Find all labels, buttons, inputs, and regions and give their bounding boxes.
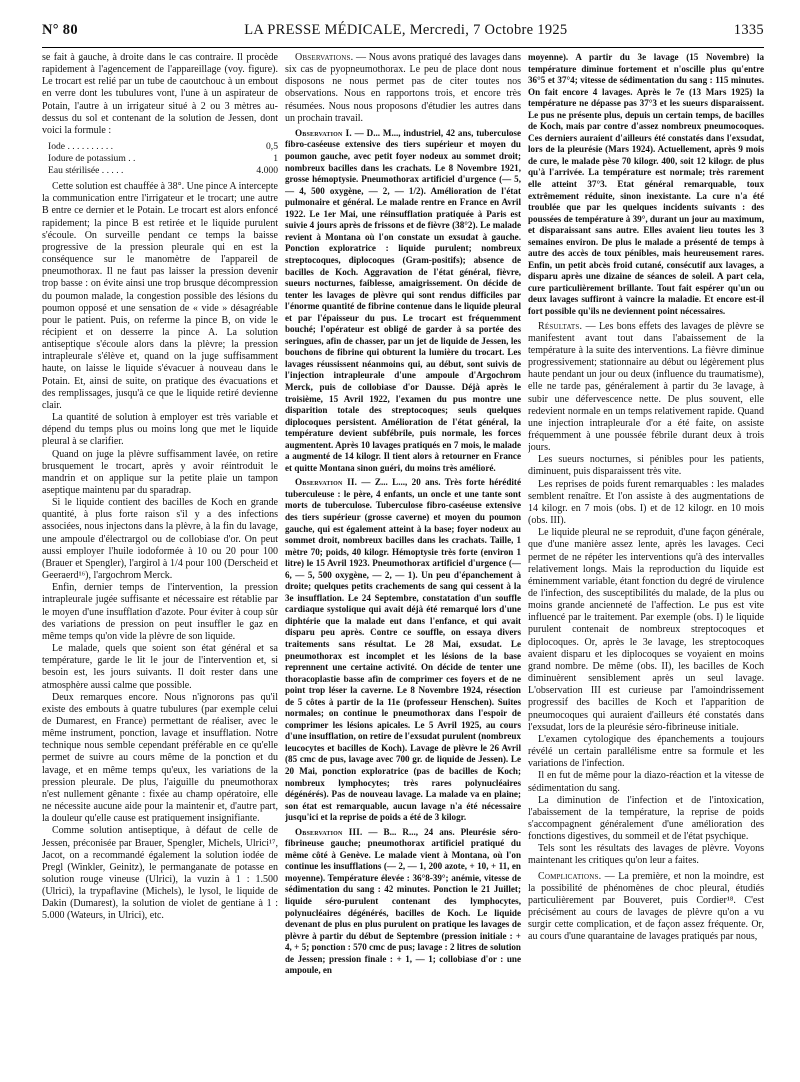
formula-ingredient: Iodure de potassium . . <box>48 153 136 165</box>
paragraph: Les reprises de poids furent remarquables : les malades semblent renaître. Et l'on assiste à des augmentations de 14 kilogr. en 7 mois (obs. I) et de 12 kilogr. en 10 mois (obs. III). <box>528 478 764 527</box>
observation-heading: Observation I. <box>295 127 352 138</box>
paragraph-text: — Nous avons pratiqué des lavages dans six cas de pyopneumothorax. Le peu de place dont nous disposons ne nous permet pas de citer toutes nos observations. Nous en rapportons trois, et encore très résumées. Nous nous proposons d'étudier les autres dans un prochain travail. <box>285 52 521 124</box>
paragraph: La diminution de l'infection et de l'intoxication, l'abaissement de la température, la reprise de poids s'accompagnent généralement d'une amélioration des fonctions digestives, du sommeil et de l'état psychique. <box>528 794 764 843</box>
formula-ingredient: Iode . . . . . . . . . . <box>48 141 114 153</box>
paragraph: Les sueurs nocturnes, si pénibles pour les patients, diminuent, puis disparaissent très vite. <box>528 454 764 478</box>
header-rule <box>42 47 764 48</box>
observation-text: — Z... L..., 20 ans. Très forte hérédité tuberculeuse : le père, 4 enfants, un oncle et une tante sont morts de tuberculose. Tuberculose fibro-caséeuse extensive des tiers supérieur (grosse caverne) et moyen du poumon gauche, qui est également atteint à la base; foyer nodeux au sommet droit, nombreux bacilles dans les crachats. Taille, 1 mètre 70; poids, 40 kilogr. Hémoptysie très forte (environ 1 litre) le 15 Avril 1923. Pneumothorax artificiel d'urgence (— 6, — 5, 500 oxygène, — 2, — 1). Un peu d'épanchement à droite; quelques petits crachements de sang qui cessent à la 3e insufflation. Le 24 Septembre, constatation d'un souffle cardiaque systolique qui avait déjà été remarqué lors d'une diphtérie que la malade eut dans l'enfance, et qui avait disparu peu après. Contre ce souffle, on essaya divers traitements sans résultat. Le 28 Mai, exsudat. Le pneumothorax est incomplet et les lésions de la base reprennent une certaine activité. On décide de tenter une thoracoplastie basse afin de comprimer ces foyers et de ne point trop léser la caverne. Le 8 Novembre 1924, résection de 5 côtes à partir de la 11e (professeur Henschen). Suites normales; on continue le pneumothorax dans l'espoir de comprimer les lésions apicales. Le 5 Avril 1925, au cours d'une insufflation, on retire de l'exsudat purulent (nombreux leucocytes et bacilles de Koch). Lavage de plèvre le 26 Avril (85 cmc de pus, lavage avec 700 gr. de liquide de Jessen). Le 20 Mai, ponction exploratrice (pas de bacilles de Koch; nombreux lymphocytes; très rares polynucléaires dégénérés). Pas de nouveau lavage. La malade va en plaine; son état est remarquable, aucun lavage n'a été nécessaire jusqu'ici et la reprise de poids a été de 3 kilogr. <box>285 477 521 823</box>
paragraph: Il en fut de même pour la diazo-réaction et la vitesse de sédimentation du sang. <box>528 770 764 794</box>
paragraph: Le liquide pleural ne se reproduit, d'une façon générale, que d'une manière assez lente, après les lavages. Ceci permet de ne répéter les interventions qu'à des intervalles relativement longs. Mais la reproduction du liquide est éminemment variable, étant fonction du degré de virulence de l'infection, des susceptibilités du malade, de la plus ou moins grande ancienneté de l'affection. Le pus est vite influencé par le traitement. Par exemple (obs. I) le liquide purulent contenait de nombreux streptocoques et diplocoques. Or, après le 3e lavage, les streptocoques avaient disparu et les diplocoques se voyaient en moins grand nombre. De même (obs. II), les bacilles de Koch diminuèrent sensiblement après un seul lavage. L'observation III est curieuse par l'amoindrissement progressif des bacilles de Koch et l'apparition de pneumocoques qui auraient d'ailleurs été constatés dans l'exsudat, lors de la pleurésie séro-fibrineuse initiale. <box>528 527 764 733</box>
journal-title: LA PRESSE MÉDICALE, Mercredi, 7 Octobre 1925 <box>244 22 568 38</box>
paragraph: Si le liquide contient des bacilles de Koch en grande quantité, à plus forte raison s'il y a des infections associées, nous injectons dans la plèvre, à la fin du lavage, une ampoule d'électrargol ou de collobiase d'or. On peut aussi employer l'huile iodoformée à 10 ou 20 pour 100 (Brauer et Spengler), l'argirol à 1/4 pour 100 (Derscheid et Geeraerd¹⁶), l'argochrom Merck. <box>42 497 278 582</box>
text-columns <box>42 52 764 1076</box>
observation-text: — D... M..., industriel, 42 ans, tuberculose fibro-caséeuse extensive des tiers supérieur et moyen du poumon gauche, avec petit foyer nodeux au sommet droit; nombreux bacilles dans les crachats. Le 8 Novembre 1921, grosse hémoptysie. Pneumothorax artificiel d'urgence (— 5, — 4, 500 oxygène, — 2, — 1/2). Amélioration de l'état pulmonaire et général. Le malade rentre en France en Avril 1922. Le 1er Mai, une réinsufflation pratiquée à Paris est suivie 4 jours après de frissons et de fièvre (38°2). Le malade revient à Montana où l'on constate un exsudat à gauche. Ponction exploratrice : liquide purulent; nombreux streptocoques, diplocoques (Gram-positifs); absence de bacilles de Koch. Aggravation de l'état général, fièvre, sueurs nocturnes, faiblesse, amaigrissement. On décide de tenter les lavages de plèvre qui sont rendus difficiles par l'énorme quantité de fibrine contenue dans le liquide pleural et par l'épaisseur du pus. Le trocart est fréquemment bouché; l'opérateur est obligé de garder à sa portée des seringues, afin de chasser, par un jet de liquide de Jessen, les bouchons de fibrine qui obturent la lumière du trocart. Les lavages réussissent néanmoins qui, au début, sont suivis de l'injection intrapleurale d'une ampoule d'Argochrom Merck, puis de collobiase d'or Dausse. Déjà après le troisième, 15 Avril 1922, l'examen du pus montre une disparition totale des streptocoques; seuls quelques diplocoques persistent. Amélioration de l'état général, la température devient subfébrile, puis normale, les forces augmentent. Après 10 lavages pratiqués en 7 mois, le malade a augmenté de 14 kilogr. Il tient alors à retourner en France et quitte Montana sinon guéri, du moins très amélioré. <box>285 127 521 473</box>
paragraph: Comme solution antiseptique, à défaut de celle de Jessen, préconisée par Brauer, Spengler, Michels, Ulrici¹⁷, Jacot, on a recommandé également la solution iodée de Pregl (Winkler, Geinitz), le permanganate de potasse en solution rouge vineuse (Ulrici), la vuzin à 1 : 1.500 (Ulrici), la trypaflavine (Michels), le lysol, le liquide de Dakin (Dumarest), la solution de violet de gentiane à 1 : 5.000 (Wateurs, in Ulrici), etc. <box>42 825 278 922</box>
observation-text: — B... R..., 24 ans. Pleurésie séro-fibrineuse gauche; pneumothorax artificiel pratiqué du même côté à Genève. Le malade vient à Montana, où l'on continue les insufflations (— 2, — 1, 200 azote, + 10, + 11, en moyenne). Température élevée : 36°8-39°; anémie, vitesse de sédimentation du sang : 42 minutes. Ponction le 21 Juillet; liquide séro-purulent contenant des lymphocytes, polynucléaires dégénérés, bacilles de Koch. Le liquide devenant de plus en plus purulent on pratique les lavages de plèvre à partir du début de Septembre (pression initiale : + 4, + 5; ponction : 570 cmc de pus; lavage : 2 litres de solution de Jessen; pression finale : + 1, — 1; collobiase d'or : une ampoule, en <box>285 826 521 976</box>
observation-3 <box>285 827 521 977</box>
page-header <box>42 22 764 44</box>
paragraph-text: — Les bons effets des lavages de plèvre se manifestent avant tout dans l'abaissement de la température à la suite des interventions. La fièvre diminue progressivement; stationnaire au début ou légèrement plus haute pendant un jour ou deux (influence du traumatisme), elle ne tarde pas, généralement à partir du 3e lavage, à subir une défervescence nette. De plus souvent, elle redevient normale en un temps relativement rapide. Quand une injection intrapleurale d'or a été faite, on assiste fréquemment à une poussée fébrile durant deux à trois jours. <box>528 320 764 454</box>
paragraph: Enfin, dernier temps de l'intervention, la pression intrapleurale jugée suffisante et nécessaire est rétablie par le moyen d'une insufflation d'azote. Pour éviter à coup sûr des variations de pression on peut insuffler le gaz en même temps qu'on vide la plèvre de son liquide. <box>42 582 278 642</box>
formula-ingredient: Eau stérilisée . . . . . <box>48 165 124 177</box>
paragraph: Cette solution est chauffée à 38°. Une pince A intercepte la communication entre l'irrigateur et le trocart; une autre B entre ce dernier et le Potain. Le trocart est alors enfoncé rapidement; la pince B est retirée et le liquide purulent s'écoule. On surveille pendant ce temps la baisse progressive de la pression pleurale qui en est la conséquence sur le manomètre de l'appareil de pneumothorax. Il ne faut pas laisser la pression devenir trop basse : on évite ainsi une trop brusque décompression du poumon malade, la congestion possible des lésions du poumon opposé et une sensation de « vide » désagréable pour le patient. Puis, on referme la pince B, on vide le récipient et on desserre la pince A. La solution antiseptique s'écoule alors dans la plèvre; la pression intrapleurale s'élève et, quand on la juge suffisamment haute, on laisse le liquide s'évacuer à nouveau dans le Potain. Et, ainsi de suite, on pratique des évacuations et des remplissages, jusqu'à ce que le liquide retiré devienne clair. <box>42 181 278 411</box>
issue-number: N° 80 <box>42 22 78 38</box>
observation-2 <box>285 477 521 823</box>
complications-paragraph <box>528 871 764 944</box>
paragraph: L'examen cytologique des épanchements a toujours révélé un certain parallélisme entre sa formule et les variations de l'infection. <box>528 733 764 770</box>
page-number: 1335 <box>733 22 764 38</box>
paragraph: La quantité de solution à employer est très variable et dépend du temps plus ou moins long que met le liquide pleural à se clarifier. <box>42 412 278 448</box>
observation-heading: Observation II. <box>295 477 358 488</box>
observation-3-continued: moyenne). A partir du 3e lavage (15 Novembre) la température diminue fortement et n'oscille plus qu'entre 36°5 et 37°4; vitesse de sédimentation du sang : 115 minutes. On fait encore 4 lavages. Après le 7e (13 Mars 1925) la température ne dépasse pas 37°3 et les sueurs disparaissent. Le pus ne présente plus, depuis un certain temps, de bacilles de Koch, mais par contre d'assez nombreux pneumocoques. Ces derniers auraient d'ailleurs été constatés dans l'exsudat, lors de la pleurésie (Mars 1924). Actuellement, après 9 mois de cure, le malade pèse 70 kilogr. 400, soit 12 kilogr. de plus qu'à l'arrivée. La température est normale; très rarement elle atteint 37°3. Etat général remarquable, toux extrêmement réduite, sinon inexistante. La cure n'a été troublée que par les quelques incidents suivants : des poussées de température à 39°, durant un jour au maximum, et disparaissant sans autre. Elles avaient lieu toutes les 3 semaines environ. De plus le malade a présenté de temps à autre des accès de toux pénibles, mais heureusement rares. Enfin, un petit abcès froid cutané, consécutif aux lavages, a disparu après une dizaine de séances de soleil. A part cela, cure particulièrement brillante. Tout fait espérer qu'un ou deux lavages suffiront à vaincre la maladie. Et encore est-il fort possible qu'ils ne deviennent point nécessaires. <box>528 52 764 317</box>
column-3 <box>528 52 764 1076</box>
paragraph: Le malade, quels que soient son état général et sa température, garde le lit le jour de l'intervention et, si besoin est, les jours suivants. Il doit rester dans une atmosphère aussi calme que possible. <box>42 643 278 691</box>
formula-quantity: 0,5 <box>266 141 278 153</box>
paragraph: Deux remarques encore. Nous n'ignorons pas qu'il existe des embouts à quatre tubulures (par exemple celui de Dumarest, en France) permettant de réaliser, avec le même instrument, ponction, lavage et insufflation. Notre technique nous semble cependant préférable en ce qu'elle permet de suivre au cours même de la ponction et du lavage, et en même temps qu'eux, les variations de la pression pleurale. De plus, l'aiguille du pneumothorax n'est nullement gênante : fixée au champ opératoire, elle ne nécessite aucune aide pour la maintenir et, d'autre part, la douleur qu'elle cause est pratiquement insignifiante. <box>42 691 278 825</box>
observations-intro <box>285 52 521 125</box>
paragraph: Tels sont les résultats des lavages de plèvre. Voyons maintenant les critiques qu'on leur a faites. <box>528 843 764 867</box>
jessen-formula <box>48 141 278 177</box>
formula-quantity: 4.000 <box>256 165 278 177</box>
section-heading: Observations. <box>295 52 354 63</box>
section-heading: Résultats. <box>538 320 583 332</box>
observation-heading: Observation III. <box>295 826 363 837</box>
paragraph: Quand on juge la plèvre suffisamment lavée, on retire brusquement le trocart, après y avoir réintroduit le mandrin et on applique sur la petite plaie un tampon aseptique maintenu par du sparadrap. <box>42 448 278 496</box>
formula-quantity: 1 <box>273 153 278 165</box>
column-2 <box>285 52 521 1076</box>
observation-1 <box>285 128 521 474</box>
paragraph: se fait à gauche, à droite dans le cas contraire. Il procède rapidement à l'agencement de l'appareillage (voy. figure). Le trocart est relié par un tube de caoutchouc à un embout en verre dont les tubulures vont, l'une à un aspirateur de Potain, l'autre à un irrigateur situé à 2 ou 3 mètres au-dessus du sol et contenant de la solution de Jessen, dont voici la formule : <box>42 52 278 136</box>
section-heading: Complications. <box>538 870 602 882</box>
column-1 <box>42 52 278 1076</box>
paragraph-text: — La première, et non la moindre, est la possibilité de phénomènes de choc pleural, étudiés particulièrement par Bouveret, puis Cordier¹⁸. C'est précisément au cours de lavages de plèvre qu'on a vu surgir cette complication, et de façon assez fréquente. Or, au cours d'une quarantaine de lavages pratiqués par nous, <box>528 870 764 943</box>
results-paragraph <box>528 321 764 455</box>
